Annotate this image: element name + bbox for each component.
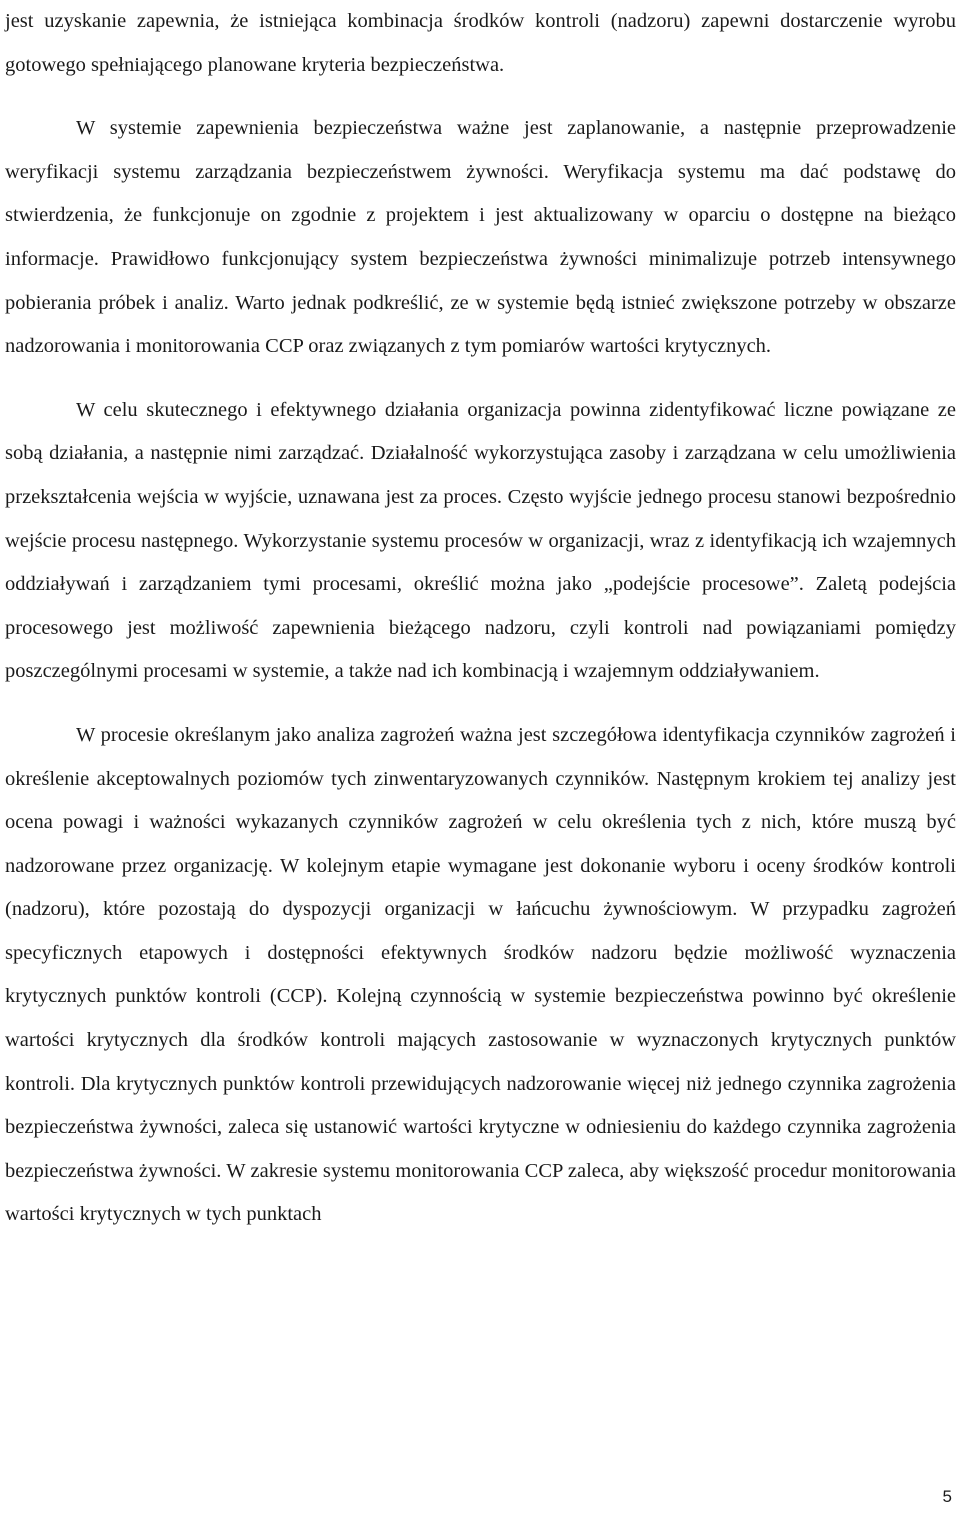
paragraph-gap [5, 87, 956, 107]
paragraph-gap [5, 694, 956, 714]
paragraph-process-approach: W celu skutecznego i efektywnego działania organizacja powinna zidentyfikować liczne powiązane ze sobą działania, a następnie nimi zarządzać. Działalność wykorzystująca zasoby i zarządzana w celu umożliwienia przekształcenia wejścia w wyjście, uznawana jest za proces. Często wyjście jednego procesu stanowi bezpośrednio wejście procesu następnego. Wykorzystanie systemu procesów w organizacji, wraz z identyfikacją ich wzajemnych oddziaływań i zarządzaniem tymi procesami, określić można jako „podejście procesowe”. Zaletą podejścia procesowego jest możliwość zapewnienia bieżącego nadzoru, czyli kontroli nad powiązaniami pomiędzy poszczególnymi procesami w systemie, a także nad ich kombinacją i wzajemnym oddziaływaniem. [5, 398, 956, 683]
paragraph-continuation: jest uzyskanie zapewnia, że istniejąca kombinacja środków kontroli (nadzoru) zapewni dostarczenie wyrobu gotowego spełniającego planowane kryteria bezpieczeństwa. [5, 10, 956, 76]
page-number: 5 [942, 1487, 952, 1506]
document-page [5, 0, 956, 1237]
paragraph-verification: W systemie zapewnienia bezpieczeństwa ważne jest zaplanowanie, a następnie przeprowadzenie weryfikacji systemu zarządzania bezpieczeństwem żywności. Weryfikacja systemu ma dać podstawę do stwierdzenia, że funkcjonuje on zgodnie z projektem i jest aktualizowany w oparciu o dostępne na bieżąco informacje. Prawidłowo funkcjonujący system bezpieczeństwa żywności minimalizuje potrzeb intensywnego pobierania próbek i analiz. Warto jednak podkreślić, ze w systemie będą istnieć zwiększone potrzeby w obszarze nadzorowania i monitorowania CCP oraz związanych z tym pomiarów wartości krytycznych. [5, 117, 956, 358]
paragraph-hazard-analysis: W procesie określanym jako analiza zagrożeń ważna jest szczegółowa identyfikacja czynników zagrożeń i określenie akceptowalnych poziomów tych zinwentaryzowanych czynników. Następnym krokiem tej analizy jest ocena powagi i ważności wykazanych czynników zagrożeń w celu określenia tych z nich, które muszą być nadzorowane przez organizację. W kolejnym etapie wymagane jest dokonanie wyboru i oceny środków kontroli (nadzoru), które pozostają do dyspozycji organizacji w łańcuchu żywnościowym. W przypadku zagrożeń specyficznych etapowych i dostępności efektywnych środków nadzoru będzie możliwość wyznaczenia krytycznych punktów kontroli (CCP). Kolejną czynnością w systemie bezpieczeństwa powinno być określenie wartości krytycznych dla środków kontroli mających zastosowanie w wyznaczonych krytycznych punktów kontroli. Dla krytycznych punktów kontroli przewidujących nadzorowanie więcej niż jednego czynnika zagrożenia bezpieczeństwa żywności, zaleca się ustanowić wartości krytyczne w odniesieniu do każdego czynnika zagrożenia bezpieczeństwa żywności. W zakresie systemu monitorowania CCP zaleca, aby większość procedur monitorowania wartości krytycznych w tych punktach [5, 723, 956, 1226]
paragraph-gap [5, 369, 956, 389]
